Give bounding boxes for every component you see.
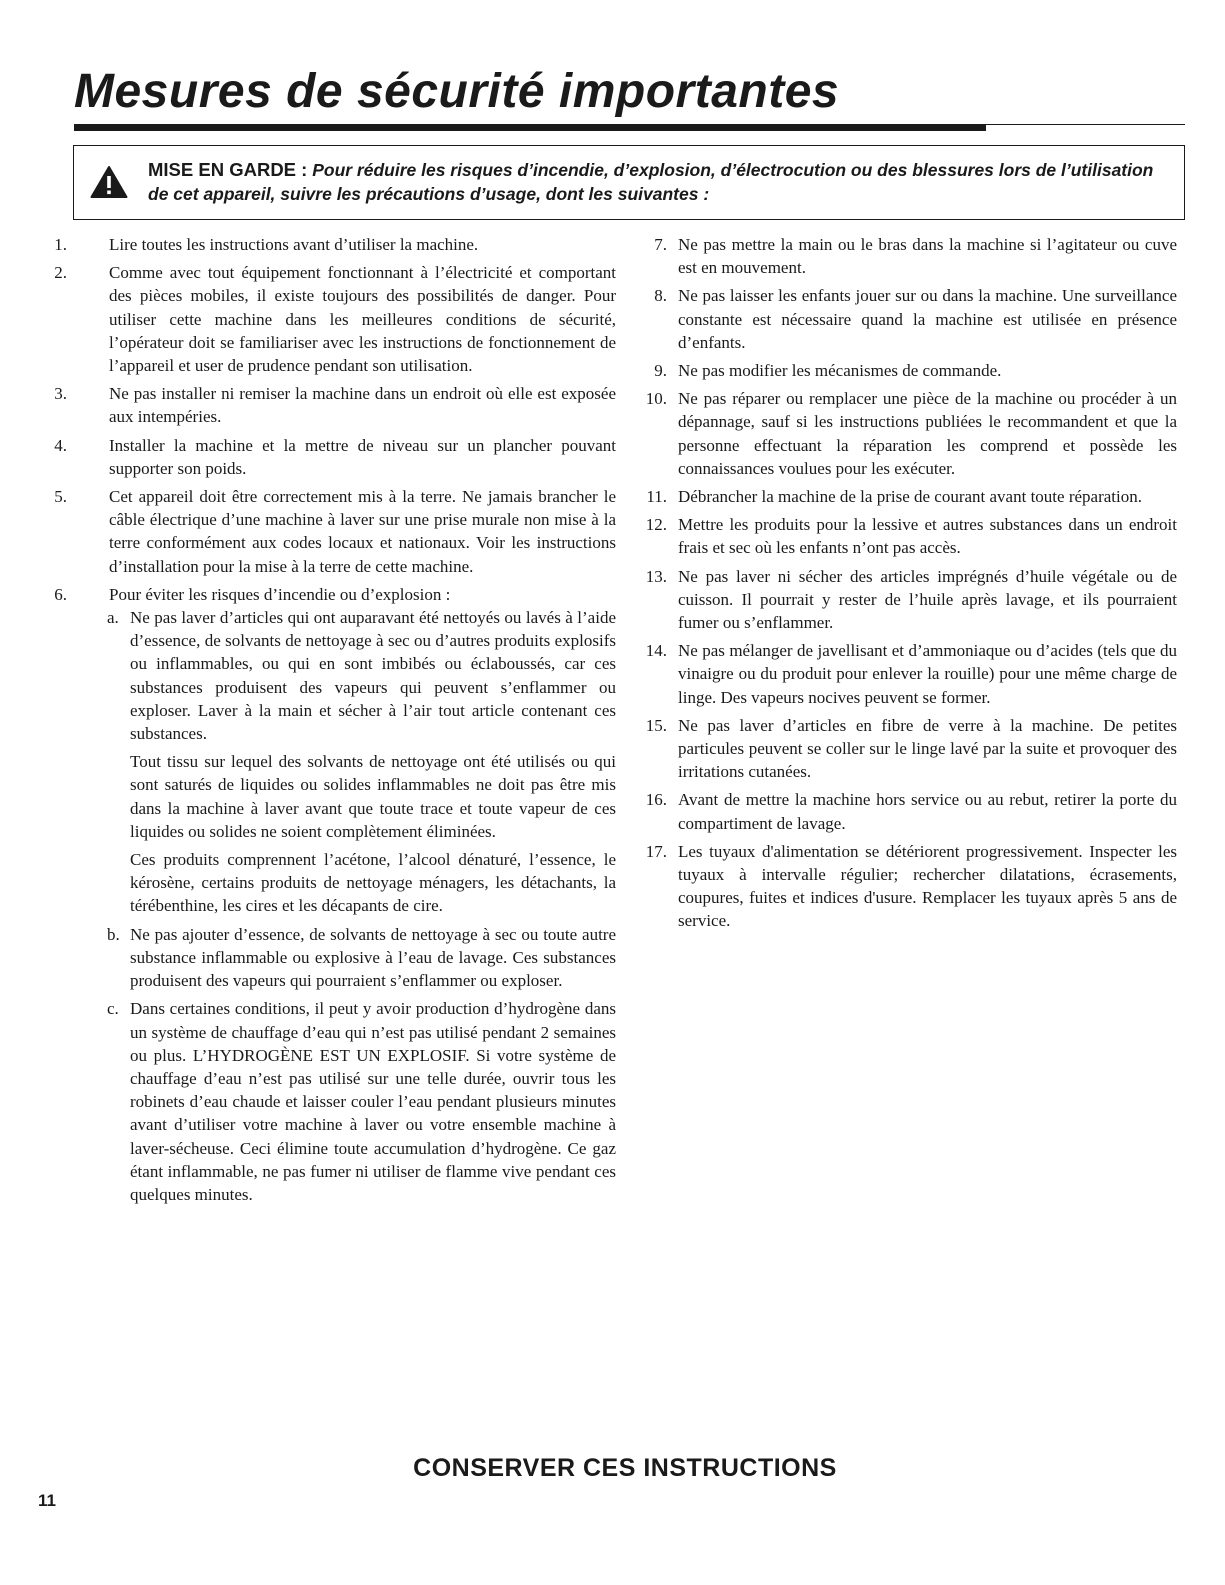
footer-heading: CONSERVER CES INSTRUCTIONS	[413, 1454, 837, 1482]
sub-item-a	[46, 606, 616, 745]
sub-item-letter: a.	[107, 608, 119, 628]
item-text: Les tuyaux d'alimentation se détériorent progressivement. Inspecter les tuyaux à intervalle régulier; rechercher dilatations, écrasements, coupures, fuites et indices d'usure. Remplacer les tuyaux après 5 ans de service.	[678, 841, 1177, 931]
item-number: 15.	[645, 715, 667, 735]
item-text: Ne pas laver d’articles en fibre de verre à la machine. De petites particules peuvent se coller sur le linge lavé par la suite et provoquer des irritations cutanées.	[678, 715, 1177, 782]
item-number: 16.	[645, 790, 667, 810]
item-number: 1.	[54, 235, 67, 254]
item-number: 11.	[646, 487, 667, 507]
sub-item-text: Ne pas laver d’articles qui ont auparavant été nettoyés ou lavés à l’aide d’essence, de solvants de nettoyage à sec ou d’autres produits explosifs ou inflammables, ou qui en sont imbibés ou éclaboussés, car ces substances produisent des vapeurs qui peuvent s’enflammer ou exploser. Laver à la main et sécher à l’air tout article contenant ces substances.	[130, 608, 616, 744]
list-item	[641, 639, 1177, 709]
sub-item-text: Ne pas ajouter d’essence, de solvants de nettoyage à sec ou toute autre substance inflammable ou explosive à l’eau de lavage. Ces substances produisent des vapeurs qui pourraient s’enflammer ou exploser.	[130, 924, 616, 991]
sub-item-letter: b.	[107, 924, 120, 944]
item-text: Ne pas installer ni remiser la machine dans un endroit où elle est exposée aux intempéries.	[109, 384, 616, 427]
sub-item-text: Dans certaines conditions, il peut y avoir production d’hydrogène dans un système de chauffage d’eau qui n’est pas utilisé pendant 2 semaines ou plus. L’HYDROGÈNE EST UN EXPLOSIF. Si votre système de chauffage d’eau n’est pas utilisé sur une telle durée, ouvrir tous les robinets d’eau chaude et laisser couler l’eau pendant plusieurs minutes avant d’utiliser votre machine à laver ou votre ensemble machine à laver-sécheuse. Ceci élimine toute accumulation d’hydrogène. Ce gaz étant inflammable, ne pas fumer ni utiliser de flamme vive pendant ces quelques minutes.	[130, 999, 616, 1204]
list-item	[46, 485, 616, 578]
sub-item-paragraph: Tout tissu sur lequel des solvants de nettoyage ont été utilisés ou qui sont saturés de liquides ou solides inflammables ne doit pas être mis dans la machine à laver avant que toute trace et toute vapeur de ces liquides ou solides ne soient complètement éliminées.	[130, 752, 616, 841]
item-number: 10.	[645, 389, 667, 409]
item-text: Ne pas laver ni sécher des articles imprégnés d’huile végétale ou de cuisson. Il pourrait y rester de l’huile après lavage, et ils pourraient fumer ou s’enflammer.	[678, 566, 1177, 633]
list-item	[641, 485, 1177, 508]
item-number: 17.	[645, 841, 667, 861]
item-text: Avant de mettre la machine hors service ou au rebut, retirer la porte du compartiment de lavage.	[678, 790, 1177, 833]
item-text: Ne pas laisser les enfants jouer sur ou dans la machine. Une surveillance constante est nécessaire quand la machine est utilisée en présence d’enfants.	[678, 286, 1177, 352]
list-item	[46, 233, 616, 256]
list-item	[641, 233, 1177, 279]
warning-text-block	[148, 158, 1176, 206]
warning-triangle-icon	[90, 165, 128, 199]
sub-item-b	[46, 923, 616, 993]
item-text: Ne pas modifier les mécanismes de commande.	[678, 361, 1002, 381]
item-number: 14.	[645, 641, 667, 661]
sub-item-letter: c.	[107, 999, 119, 1019]
warning-label: MISE EN GARDE :	[148, 159, 308, 180]
list-item	[641, 565, 1177, 635]
item-text: Ne pas mettre la main ou le bras dans la machine si l’agitateur ou cuve est en mouvement.	[678, 235, 1177, 278]
item-text: Débrancher la machine de la prise de courant avant toute réparation.	[678, 487, 1142, 507]
list-item	[46, 583, 616, 1206]
sub-item-paragraph: Ces produits comprennent l’acétone, l’alcool dénaturé, l’essence, le kérosène, certains produits de nettoyage ménagers, les détachants, la térébenthine, les cires et les décapants de cire.	[130, 850, 616, 916]
sub-item-c	[46, 997, 616, 1206]
item-text: Mettre les produits pour la lessive et autres substances dans un endroit frais et sec où les enfants n’ont pas accès.	[678, 515, 1177, 558]
list-item	[641, 513, 1177, 559]
right-column	[641, 233, 1177, 938]
item-number: 12.	[645, 515, 667, 535]
list-item	[641, 359, 1177, 382]
page-title: Mesures de sécurité importantes	[74, 65, 840, 118]
left-column	[46, 233, 616, 1211]
item-text: Pour éviter les risques d’incendie ou d’explosion :	[109, 584, 451, 604]
item-text: Installer la machine et la mettre de niveau sur un plancher pouvant supporter son poids.	[109, 435, 616, 478]
list-item	[641, 284, 1177, 354]
item-number: 5.	[54, 487, 67, 507]
list-item	[641, 788, 1177, 834]
item-number: 9.	[654, 361, 667, 381]
item-text: Comme avec tout équipement fonctionnant à l’électricité et comportant des pièces mobiles, il existe toujours des possibilités de danger. Pour utiliser cette machine dans les meilleures conditions de sécurité, l’opérateur doit se familiariser avec les instructions de fonctionnement de l’appareil et user de prudence pendant son utilisation.	[109, 263, 616, 376]
item-number: 3.	[54, 384, 67, 404]
item-text: Cet appareil doit être correctement mis à la terre. Ne jamais brancher le câble électrique d’une machine à laver sur une prise murale non mise à la terre conformément aux codes locaux et nationaux. Voir les instructions d’installation pour la mise à la terre de cette machine.	[109, 487, 616, 576]
list-item	[46, 382, 616, 428]
item-number: 6.	[54, 584, 67, 604]
warning-text: Pour réduire les risques d’incendie, d’explosion, d’électrocution ou des blessures lors de l’utilisation de cet appareil, suivre les précautions d’usage, dont les suivantes :	[148, 160, 1154, 204]
list-item	[46, 261, 616, 377]
item-text: Lire toutes les instructions avant d’utiliser la machine.	[109, 235, 479, 254]
list-item	[46, 434, 616, 480]
item-number: 13.	[645, 566, 667, 586]
item-text: Ne pas mélanger de javellisant et d’ammoniaque ou d’acides (tels que du vinaigre ou du produit pour enlever la rouille) pour une même charge de linge. Des vapeurs nocives peuvent se former.	[678, 641, 1177, 707]
item-text: Ne pas réparer ou remplacer une pièce de la machine ou procéder à un dépannage, sauf si les instructions publiées le recommandent et que la personne effectuant la réparation les comprend et possède les connaissances voulues pour les exécuter.	[678, 389, 1177, 478]
title-rule-thick	[74, 124, 986, 131]
list-item	[641, 714, 1177, 784]
page-number: 11	[38, 1491, 56, 1510]
item-number: 2.	[54, 263, 67, 283]
item-number: 4.	[54, 435, 67, 455]
item-number: 7.	[654, 235, 667, 254]
item-number: 8.	[654, 286, 667, 306]
list-item	[641, 387, 1177, 480]
list-item	[641, 840, 1177, 933]
warning-box	[73, 145, 1185, 220]
